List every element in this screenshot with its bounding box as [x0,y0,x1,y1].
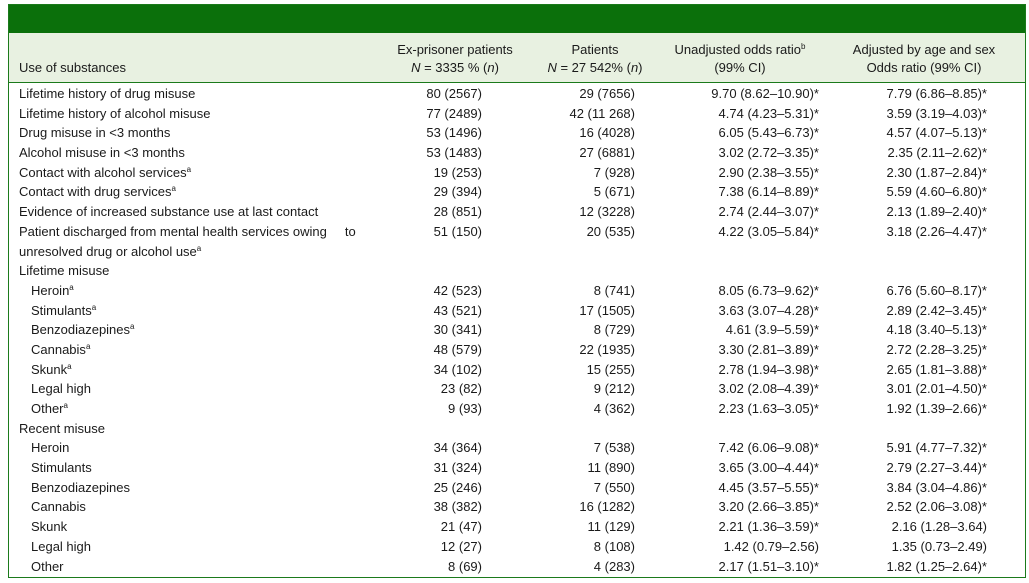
row-label [31,360,391,380]
unadjusted-or-value: 2.21 (1.36–3.59)* [718,519,819,535]
row-label-text: Stimulants [31,302,92,318]
adjusted-or-value: 3.59 (3.19–4.03)* [886,105,987,121]
unadjusted-or-value: 2.23 (1.63–3.05)* [718,401,819,417]
ex-prisoner-value: 42 (523) [433,282,482,298]
row-label-footnote: a [130,322,135,332]
adjusted-or-value: 4.18 (3.40–5.13)* [886,322,987,338]
header-col2-n-italic: N [547,60,557,75]
table-row [9,222,1025,261]
header-col1-line1: Ex-prisoner patients [397,42,513,57]
table-row [9,143,1025,163]
row-label [31,399,391,419]
row-label [31,301,391,321]
adjusted-or-value: 3.01 (2.01–4.50)* [886,381,987,397]
adjusted-or-value: 2.35 (2.11–2.62)* [887,145,987,161]
row-label-footnote: a [171,184,176,194]
ex-prisoner-value: 43 (521) [433,302,482,318]
unadjusted-or-value: 7.42 (6.06–9.08)* [718,440,819,456]
row-label-text: Cannabis [31,499,86,515]
patients-value: 8 (729) [593,322,635,338]
adjusted-or-value: 1.35 (0.73–2.49) [891,538,987,554]
row-label-text: Legal high [31,538,91,554]
row-label-text: Contact with drug services [19,184,172,200]
row-label-text: Drug misuse in <3 months [19,125,171,141]
patients-value: 16 (4028) [579,125,635,141]
unadjusted-or-value: 3.63 (3.07–4.28)* [718,302,819,318]
header-col2-n2-italic: n [630,60,639,75]
row-label [31,497,391,517]
ex-prisoner-value: 31 (324) [433,460,482,476]
row-label-text: Benzodiazepines [31,479,131,495]
ex-prisoner-value: 77 (2489) [426,105,482,121]
unadjusted-or-value: 1.42 (0.79–2.56) [723,538,819,554]
row-label [19,84,379,104]
row-label-footnote: a [91,302,97,312]
row-label-text: Stimulants [31,460,92,476]
header-col4-line2: Odds ratio (99% CI) [866,60,982,75]
adjusted-or-value: 2.13 (1.89–2.40)* [886,204,987,220]
adjusted-or-value: 5.91 (4.77–7.32)* [886,440,987,456]
patients-value: 11 (890) [587,460,635,476]
table-row [9,360,1025,380]
row-label-text: Legal high [31,381,91,397]
patients-value: 17 (1505) [579,302,635,318]
row-label-footnote: a [69,282,74,292]
header-col1-rest: = 3335 % ( [420,60,488,75]
ex-prisoner-value: 9 (93) [448,401,482,417]
row-label [19,143,379,163]
table-row [9,261,1025,281]
table-row [9,458,1025,478]
header-adjusted-odds-ratio [824,41,1024,77]
ex-prisoner-value: 8 (69) [448,558,482,574]
row-label-text: Alcohol misuse in <3 months [19,145,185,161]
row-label-text: Lifetime history of alcohol misuse [19,105,211,121]
unadjusted-or-value: 3.02 (2.08–4.39)* [718,381,819,397]
adjusted-or-value: 3.84 (3.04–4.86)* [886,479,987,495]
table-row [9,281,1025,301]
row-label [19,123,379,143]
unadjusted-or-value: 2.17 (1.51–3.10)* [718,558,819,574]
table-row [9,478,1025,498]
unadjusted-or-value: 2.74 (2.44–3.07)* [718,204,819,220]
row-label-text: Recent misuse [19,420,105,436]
row-label-footnote: a [63,401,68,411]
row-label-footnote: a [186,164,192,174]
unadjusted-or-value: 4.22 (3.05–5.84)* [718,223,819,239]
row-label [31,379,391,399]
ex-prisoner-value: 28 (851) [433,204,482,220]
unadjusted-or-value: 7.38 (6.14–8.89)* [718,184,819,200]
ex-prisoner-value: 29 (394) [433,184,482,200]
row-label-text: Lifetime history of drug misuse [19,86,196,101]
table-row [9,182,1025,202]
patients-value: 22 (1935) [579,341,635,357]
row-label-text: Other [31,558,64,574]
header-col2-close: ) [638,60,643,75]
patients-value: 42 (11 268) [569,105,635,121]
unadjusted-or-value: 2.78 (1.94–3.98)* [718,361,819,377]
row-label [31,557,391,577]
ex-prisoner-value: 12 (27) [440,538,482,554]
adjusted-or-value: 2.30 (1.87–2.84)* [886,164,987,180]
ex-prisoner-value: 53 (1483) [426,145,482,161]
row-label-footnote: a [85,341,91,351]
header-patients [535,41,655,77]
row-label-text: Heroin [31,440,70,456]
row-label [19,104,379,124]
patients-value: 16 (1282) [579,499,635,515]
adjusted-or-value: 7.79 (6.86–8.85)* [886,86,987,101]
table-row [9,497,1025,517]
unadjusted-or-value: 4.45 (3.57–5.55)* [718,479,819,495]
unadjusted-or-value: 4.61 (3.9–5.59)* [725,322,819,338]
row-label-footnote: a [196,243,202,253]
ex-prisoner-value: 34 (102) [433,361,482,377]
unadjusted-or-value: 3.20 (2.66–3.85)* [718,499,819,515]
header-col1-n2-italic: n [487,60,495,75]
adjusted-or-value: 2.52 (2.06–3.08)* [886,499,987,515]
row-label [31,281,391,301]
row-label [19,261,379,281]
row-label [19,163,379,183]
patients-value: 11 (129) [587,519,635,535]
header-unadjusted-odds-ratio [655,41,825,77]
patients-value: 7 (550) [593,479,635,495]
row-label-text: Cannabis [31,341,86,357]
unadjusted-or-value: 9.70 (8.62–10.90)* [711,86,819,101]
header-col3-footnote: b [801,42,806,51]
ex-prisoner-value: 30 (341) [433,322,482,338]
patients-value: 8 (108) [593,538,635,554]
header-col2-line1: Patients [571,42,619,57]
header-col1-close: ) [494,60,499,75]
header-col3-line2: (99% CI) [714,60,766,75]
unadjusted-or-value: 3.65 (3.00–4.44)* [718,460,819,476]
adjusted-or-value: 3.18 (2.26–4.47)* [886,223,987,239]
header-col0-label: Use of substances [19,60,126,75]
adjusted-or-value: 2.79 (2.27–3.44)* [886,460,987,476]
row-label [31,320,391,340]
substance-use-table [8,4,1026,578]
table-row [9,301,1025,321]
patients-value: 20 (535) [586,223,635,239]
row-label-text: Skunk [31,519,68,535]
unadjusted-or-value: 2.90 (2.38–3.55)* [718,164,819,180]
adjusted-or-value: 2.89 (2.42–3.45)* [886,302,987,318]
table-header [9,33,1025,83]
unadjusted-or-value: 3.02 (2.72–3.35)* [718,145,819,161]
table-row [9,438,1025,458]
adjusted-or-value: 6.76 (5.60–8.17)* [886,282,987,298]
patients-value: 12 (3228) [579,204,635,220]
ex-prisoner-value: 48 (579) [433,341,482,357]
table-row [9,340,1025,360]
unadjusted-or-value: 3.30 (2.81–3.89)* [718,341,819,357]
patients-value: 9 (212) [593,381,635,397]
row-label [19,222,379,261]
ex-prisoner-value: 34 (364) [433,440,482,456]
row-label [19,182,379,202]
table-row [9,84,1025,104]
patients-value: 15 (255) [586,361,635,377]
adjusted-or-value: 5.59 (4.60–6.80)* [886,184,987,200]
ex-prisoner-value: 19 (253) [433,164,482,180]
row-label-text: Evidence of increased substance use at last contact [19,204,319,220]
row-label [31,478,391,498]
ex-prisoner-value: 21 (47) [440,519,482,535]
row-label [19,419,379,439]
ex-prisoner-value: 38 (382) [433,499,482,515]
adjusted-or-value: 2.16 (1.28–3.64) [891,519,987,535]
adjusted-or-value: 1.82 (1.25–2.64)* [886,558,987,574]
patients-value: 29 (7656) [579,86,635,101]
table-row [9,517,1025,537]
adjusted-or-value: 2.72 (2.28–3.25)* [886,341,987,357]
row-label-text: Patient discharged from mental health services owing to unresolved drug or alcohol use [19,223,356,259]
adjusted-or-value: 4.57 (4.07–5.13)* [886,125,987,141]
table-row [9,202,1025,222]
row-label-text: Benzodiazepines [31,322,131,338]
header-col4-line1: Adjusted by age and sex [852,42,996,57]
unadjusted-or-value: 6.05 (5.43–6.73)* [718,125,819,141]
table-row [9,537,1025,557]
row-label-text: Heroin [31,282,70,298]
adjusted-or-value: 2.65 (1.81–3.88)* [886,361,987,377]
table-row [9,399,1025,419]
table-row [9,379,1025,399]
patients-value: 7 (928) [593,164,635,180]
row-label-text: Contact with alcohol services [19,164,187,180]
table-row [9,320,1025,340]
header-ex-prisoner-patients [380,41,530,77]
patients-value: 5 (671) [593,184,635,200]
table-row [9,557,1025,577]
row-label [31,438,391,458]
ex-prisoner-value: 23 (82) [440,381,482,397]
row-label-text: Skunk [31,361,68,377]
patients-value: 8 (741) [593,282,635,298]
ex-prisoner-value: 25 (246) [433,479,482,495]
patients-value: 4 (362) [593,401,635,417]
row-label-text: Lifetime misuse [19,263,110,279]
patients-value: 7 (538) [593,440,635,456]
row-label [31,458,391,478]
table-row [9,419,1025,439]
ex-prisoner-value: 80 (2567) [426,86,482,101]
unadjusted-or-value: 8.05 (6.73–9.62)* [718,282,819,298]
table-row [9,104,1025,124]
patients-value: 27 (6881) [579,145,635,161]
unadjusted-or-value: 4.74 (4.23–5.31)* [718,105,819,121]
adjusted-or-value: 1.92 (1.39–2.66)* [886,401,987,417]
patients-value: 4 (283) [593,558,635,574]
row-label [19,202,379,222]
header-col1-line2 [380,59,530,77]
header-col3-text: Unadjusted odds ratio [674,42,802,57]
ex-prisoner-value: 51 (150) [433,223,482,239]
row-label-footnote: a [67,361,72,371]
row-label [31,517,391,537]
row-label-text: Other [31,401,64,417]
ex-prisoner-value: 53 (1496) [426,125,482,141]
table-body [9,82,1025,577]
header-col2-rest: = 27 542% ( [556,60,631,75]
row-label [31,537,391,557]
row-label [31,340,391,360]
header-col2-line2 [535,59,655,77]
table-row [9,123,1025,143]
header-use-of-substances [19,59,126,77]
table-title-bar [9,5,1025,33]
header-col1-n-italic: N [411,60,421,75]
header-col3-line1 [655,41,825,59]
table-row [9,163,1025,183]
